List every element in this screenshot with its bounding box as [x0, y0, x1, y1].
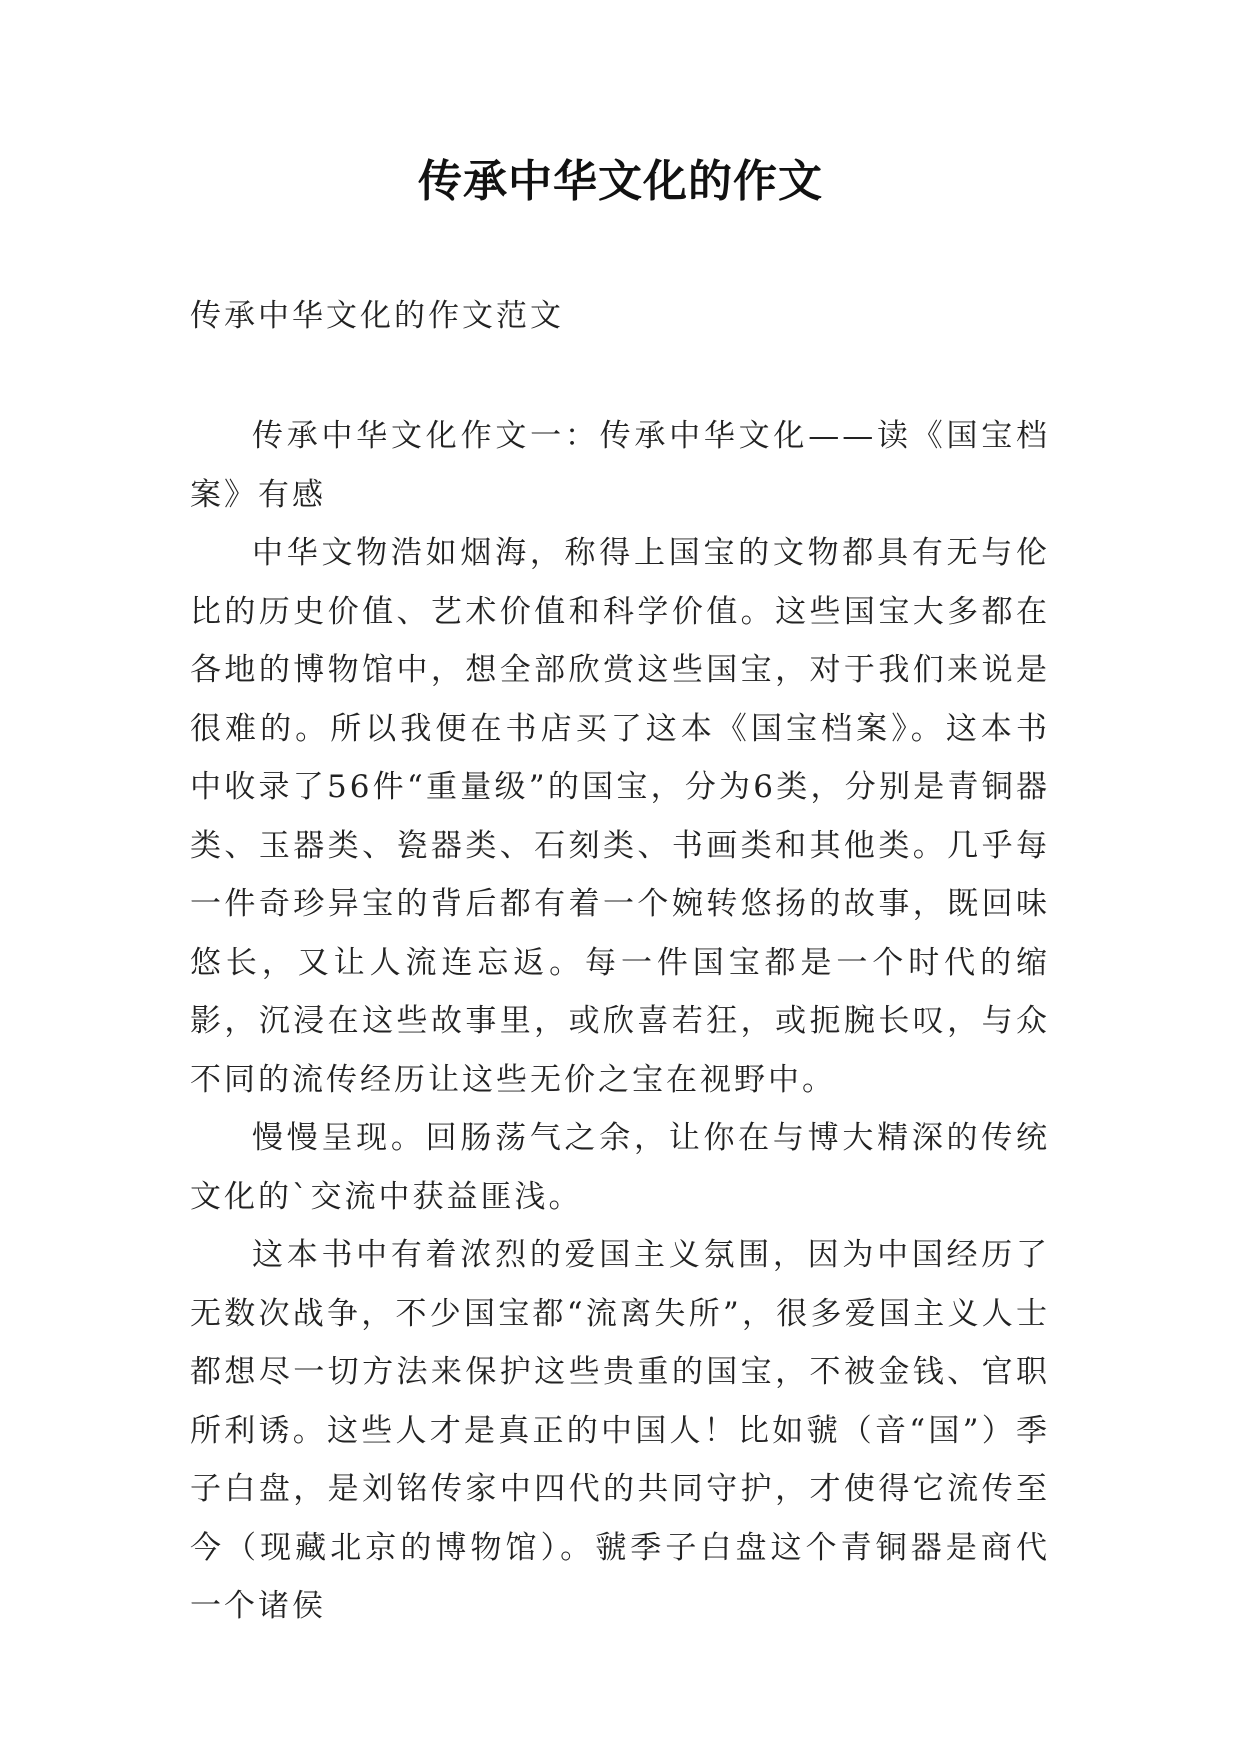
paragraph: 这本书中有着浓烈的爱国主义氛围，因为中国经历了无数次战争，不少国宝都“流离失所”，很多爱国主义人士都想尽一切方法来保护这些贵重的国宝，不被金钱、官职所利诱。这些人才是真正的中国人！比如虢（音“国”）季子白盘，是刘铭传家中四代的共同守护，才使得它流传至今（现藏北京的博物馆）。虢季子白盘这个青铜器是商代一个诸侯: [190, 1237, 1050, 1624]
paragraph: 慢慢呈现。回肠荡气之余，让你在与博大精深的传统文化的`交流中获益匪浅。: [190, 1120, 1050, 1215]
document-title: 传承中华文化的作文: [418, 156, 823, 207]
paragraph: 中华文物浩如烟海，称得上国宝的文物都具有无与伦比的历史价值、艺术价值和科学价值。这些国宝大多都在各地的博物馆中，想全部欣赏这些国宝，对于我们来说是很难的。所以我便在书店买了这本《国宝档案》。这本书中收录了56件“重量级”的国宝，分为6类，分别是青铜器类、玉器类、瓷器类、石刻类、书画类和其他类。几乎每一件奇珍异宝的背后都有着一个婉转悠扬的故事，既回味悠长，又让人流连忘返。每一件国宝都是一个时代的缩影，沉浸在这些故事里，或欣喜若狂，或扼腕长叹，与众不同的流传经历让这些无价之宝在视野中。: [190, 535, 1050, 1098]
document-subtitle: 传承中华文化的作文范文: [190, 298, 564, 334]
document-body: [190, 407, 1050, 1636]
paragraph-heading: 传承中华文化作文一：传承中华文化——读《国宝档案》有感: [190, 418, 1050, 513]
